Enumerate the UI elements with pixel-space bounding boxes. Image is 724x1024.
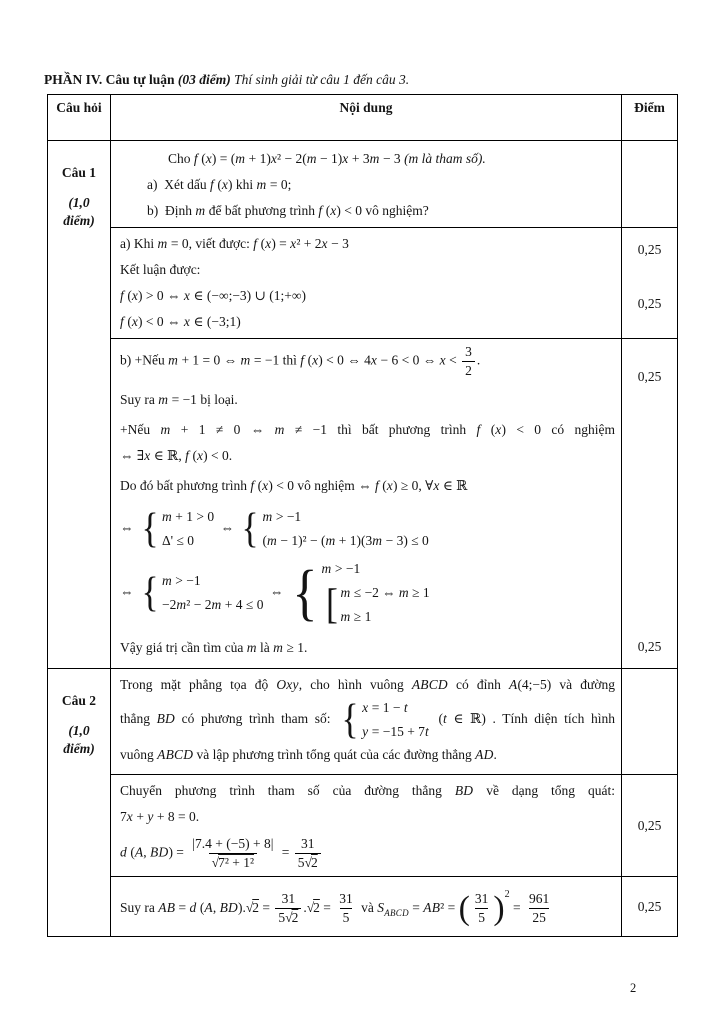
cau1b-solution-cell <box>111 339 622 669</box>
score-mark: 0,25 <box>637 639 662 654</box>
cau1-question-score-cell <box>622 141 678 228</box>
cau1b-line-6: ⇔ { m > −1 −2m² − 2m + 4 ≤ 0 ⇔ { m > −1 [ m ≤ −2 m ≥ 1 ⇔ m ≥ 1 <box>120 558 430 628</box>
cau1-points-label: (1,0 điểm) <box>63 195 95 228</box>
cau1-question-row <box>48 141 678 228</box>
score-mark: 0,25 <box>637 817 662 833</box>
answer-key-table <box>47 94 678 937</box>
cau2a-solution-row <box>48 775 678 877</box>
cau2a-line-1: Chuyển phương trình tham số của đường thẳng BD về dạng tổng quát: <box>120 783 615 798</box>
section-heading-note: Thí sinh giải từ câu 1 đến câu 3. <box>234 72 410 87</box>
cau1a-line-4: f (x) < 0 ⇔ x ∈ (−3;1) <box>120 314 241 329</box>
score-mark: 0,25 <box>637 242 662 257</box>
score-mark: 0,25 <box>637 369 662 384</box>
cau2-question-score-cell <box>622 669 678 775</box>
cau2b-solution-row <box>48 877 678 937</box>
section-heading-title: PHẦN IV. Câu tự luận <box>44 72 178 87</box>
cau1b-line-1: b) +Nếu m + 1 = 0 ⇔ m = −1 thì f (x) < 0 ⇔ 4x − 6 < 0 ⇔ x < $\frac{3}{2}$ . <box>120 344 481 378</box>
cau2b-line-1: Suy ra AB = d (A, BD).√2 = $\frac{31}{5√2}$ .√2 = $\frac{31}{5}$ và $S_{ABCD} = AB^2$ = ( $\frac{31}{5}$ ) $^2$ = $\frac{961}{25}$ <box>120 889 550 927</box>
cau2a-solution-cell <box>111 775 622 877</box>
table-header-row <box>48 95 678 141</box>
score-mark: 0,25 <box>637 898 662 914</box>
cau2-question-cell <box>111 669 622 775</box>
cau2-label-cell <box>48 669 111 937</box>
cau1b-line-3a: +Nếu m + 1 ≠ 0 ⇔ m ≠ −1 thì bất phương trình f (x) < 0 có nghiệm <box>120 422 616 437</box>
cau1b-line-7: Vậy giá trị cần tìm của m là m ≥ 1. <box>120 640 308 655</box>
cau1b-line-3b: ⇔ ∃x ∈ ℝ, f (x) < 0. <box>120 448 233 463</box>
section-heading-points: (03 điểm) <box>177 72 235 87</box>
cau1a-solution-row <box>48 228 678 339</box>
cau1a-line-3: f (x) > 0 ⇔ x ∈ (−∞;−3) ∪ (1;+∞) <box>120 288 306 303</box>
cau2-question-line-3: vuông ABCD và lập phương trình tổng quát của các đường thẳng AD. <box>120 747 497 762</box>
cau1-question-part-b: b) Định m để bất phương trình f (x) < 0 vô nghiệm? <box>147 203 429 218</box>
score-mark: 0,25 <box>637 296 662 311</box>
cau2-question-line-2: thẳng BD có phương trình tham số: { x = 1 − t y = −15 + 7t (t ∈ ℝ) . Tính diện tích hình <box>120 696 615 743</box>
cau2-points-label: (1,0 điểm) <box>63 723 95 756</box>
col-header-diem: Điểm <box>622 95 678 141</box>
cau1b-score-cell <box>622 339 678 669</box>
section-heading <box>44 72 409 88</box>
col-header-cau-hoi: Câu hỏi <box>48 95 111 141</box>
cau1b-line-4: Do đó bất phương trình f (x) < 0 vô nghiệm ⇔ f (x) ≥ 0, ∀x ∈ ℝ <box>120 478 468 493</box>
cau1b-solution-row <box>48 339 678 669</box>
cau1a-score-cell <box>622 228 678 339</box>
page-number: 2 <box>630 981 637 995</box>
cau2a-score-cell <box>622 775 678 877</box>
cau1b-line-2: Suy ra m = −1 bị loại. <box>120 392 238 407</box>
cau2-question-row <box>48 669 678 775</box>
cau2b-score-cell <box>622 877 678 937</box>
cau1-question-part-a: a) Xét dấu f (x) khi m = 0; <box>147 177 292 192</box>
cau2-label: Câu 2 <box>61 693 97 708</box>
cau1a-solution-cell <box>111 228 622 339</box>
cau2a-line-2: 7x + y + 8 = 0. <box>120 809 200 824</box>
cau2-question-line-1: Trong mặt phẳng tọa độ Oxy, cho hình vuông ABCD có đỉnh A(4;−5) và đường <box>120 677 615 692</box>
cau1-label-cell <box>48 141 111 669</box>
cau2a-line-3: d (A, BD) = $\frac{|7.4 + (-5) + 8|}{\text{√7² + 1²}}$ = $\frac{31}{5√2}$ <box>120 834 615 873</box>
cau2b-solution-cell <box>111 877 622 937</box>
cau1-question-cell <box>111 141 622 228</box>
cau1-label: Câu 1 <box>61 165 97 180</box>
cau1a-line-2: Kết luận được: <box>120 262 201 277</box>
cau1a-line-1: a) Khi m = 0, viết được: f (x) = x² + 2x − 3 <box>120 236 349 251</box>
cau1-question-intro: Cho f (x) = (m + 1)x² − 2(m − 1)x + 3m − 3 (m là tham số). <box>168 151 486 166</box>
col-header-noi-dung: Nội dung <box>111 95 622 141</box>
cau1b-line-5: ⇔ { m + 1 > 0 Δ' ≤ 0 ⇔ { m > −1 (m − 1)² − (m + 1)(3m − 3) ≤ 0 <box>120 505 429 552</box>
